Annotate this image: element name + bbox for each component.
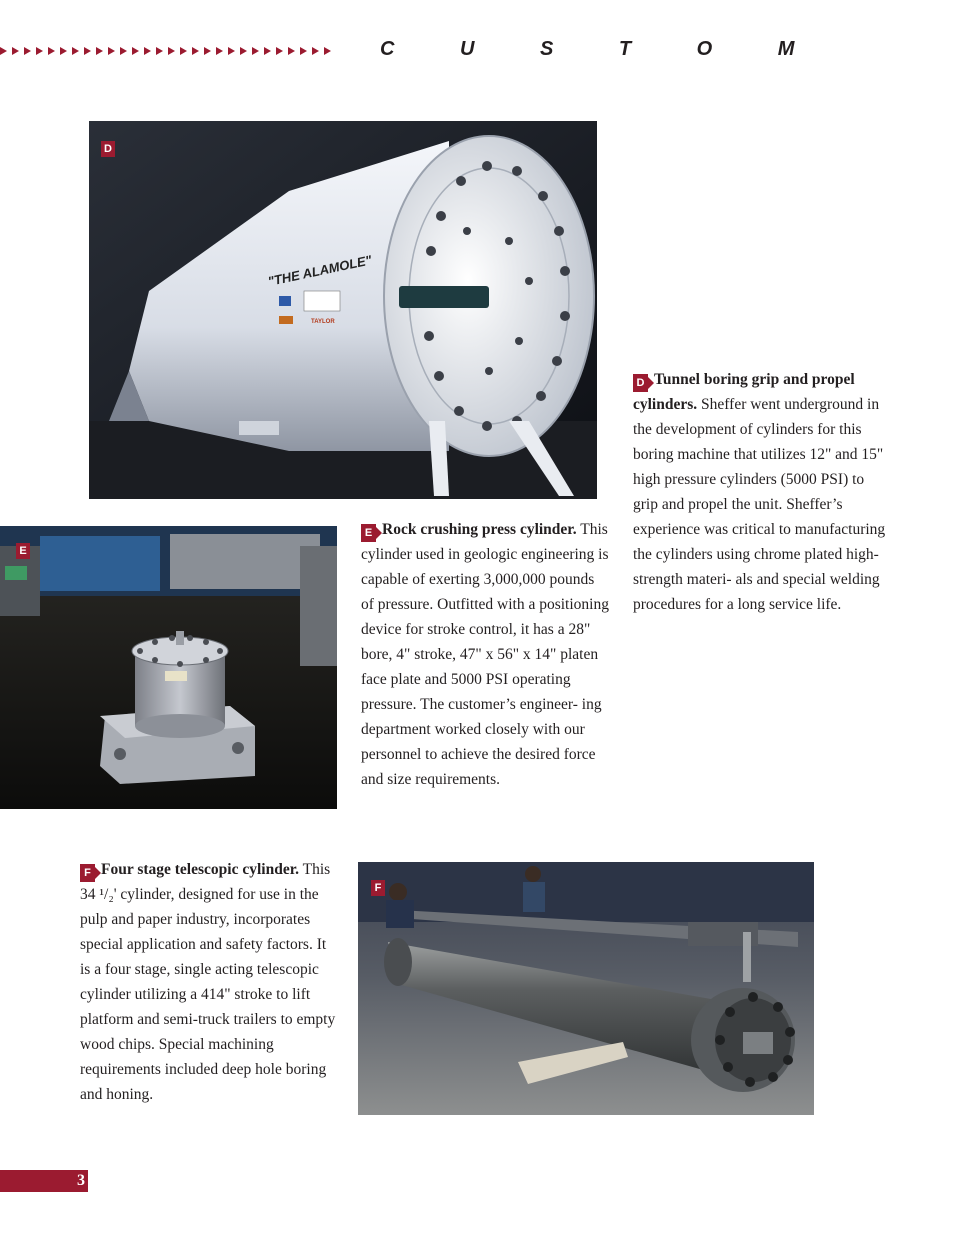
arrow-icon: [120, 47, 127, 55]
plate-label: TAYLOR: [311, 319, 335, 325]
arrow-icon: [36, 47, 43, 55]
arrow-icon: [108, 47, 115, 55]
page-number: 3: [0, 1170, 88, 1192]
arrow-icon: [192, 47, 199, 55]
caption-tunnel-boring: [633, 367, 889, 617]
arrow-icon: [228, 47, 235, 55]
arrow-icon: [180, 47, 187, 55]
arrow-icon: [276, 47, 283, 55]
arrow-icon: [288, 47, 295, 55]
photo-tag-f: F: [371, 880, 385, 896]
arrow-icon: [264, 47, 271, 55]
arrow-icon: [312, 47, 319, 55]
caption-title-f: Four stage telescopic cylinder.: [101, 861, 300, 878]
caption-body-f: This 34 ¹/₂' cylinder, designed for use in the pulp and paper industry, incorporates special application and safety factors. It is a four stage, single acting telescopic cylinder utilizing a 414" stroke to lift platform and semi-truck trailers to empty wood chips. Special machining requirements included deep hole boring and honing.: [80, 861, 336, 1103]
caption-badge-d: D: [633, 374, 648, 392]
photo-rock-crushing-press: [0, 526, 337, 809]
arrow-icon: [12, 47, 19, 55]
photo-tunnel-boring-machine: [89, 121, 597, 499]
decorative-arrow-row: [0, 44, 331, 58]
arrow-icon: [216, 47, 223, 55]
caption-rock-crushing: [361, 517, 611, 792]
arrow-icon: [60, 47, 67, 55]
photo-telescopic-cylinder: [358, 862, 814, 1115]
caption-badge-f: F: [80, 864, 95, 882]
photo-tag-e: E: [16, 543, 30, 559]
arrow-icon: [84, 47, 91, 55]
arrow-icon: [168, 47, 175, 55]
arrow-icon: [48, 47, 55, 55]
arrow-icon: [240, 47, 247, 55]
section-title: C U S T O M: [380, 38, 825, 60]
caption-title-d: Tunnel boring grip and propel cylinders.: [633, 371, 855, 413]
arrow-icon: [300, 47, 307, 55]
arrow-icon: [144, 47, 151, 55]
arrow-icon: [96, 47, 103, 55]
arrow-icon: [324, 47, 331, 55]
photo-tag-d: D: [101, 141, 115, 157]
stencil-label: "THE ALAMOLE": [266, 252, 374, 289]
caption-telescopic: [80, 857, 338, 1107]
arrow-icon: [156, 47, 163, 55]
caption-title-e: Rock crushing press cylinder.: [382, 521, 577, 538]
arrow-icon: [72, 47, 79, 55]
caption-body-e: This cylinder used in geologic engineering is capable of exerting 3,000,000 pounds of pressure. Outfitted with a positioning device for stroke control, it has a 28" bore, 4" stroke, 47" x 56" x 14" platen face plate and 5000 PSI operating pressure. The customer’s engineer- ing department worked closely with our personnel to achieve the desired force and size requirements.: [361, 521, 609, 788]
arrow-icon: [204, 47, 211, 55]
arrow-icon: [24, 47, 31, 55]
arrow-icon: [132, 47, 139, 55]
caption-badge-e: E: [361, 524, 376, 542]
arrow-icon: [0, 47, 7, 55]
caption-body-d: Sheffer went underground in the development of cylinders for this boring machine that utilizes 12" and 15" high pressure cylinders (5000 PSI) to grip and propel the unit. Sheffer’s experience was critical to manufacturing the cylinders using chrome plated high-strength materi- als and special welding procedures for a long service life.: [633, 396, 886, 613]
arrow-icon: [252, 47, 259, 55]
